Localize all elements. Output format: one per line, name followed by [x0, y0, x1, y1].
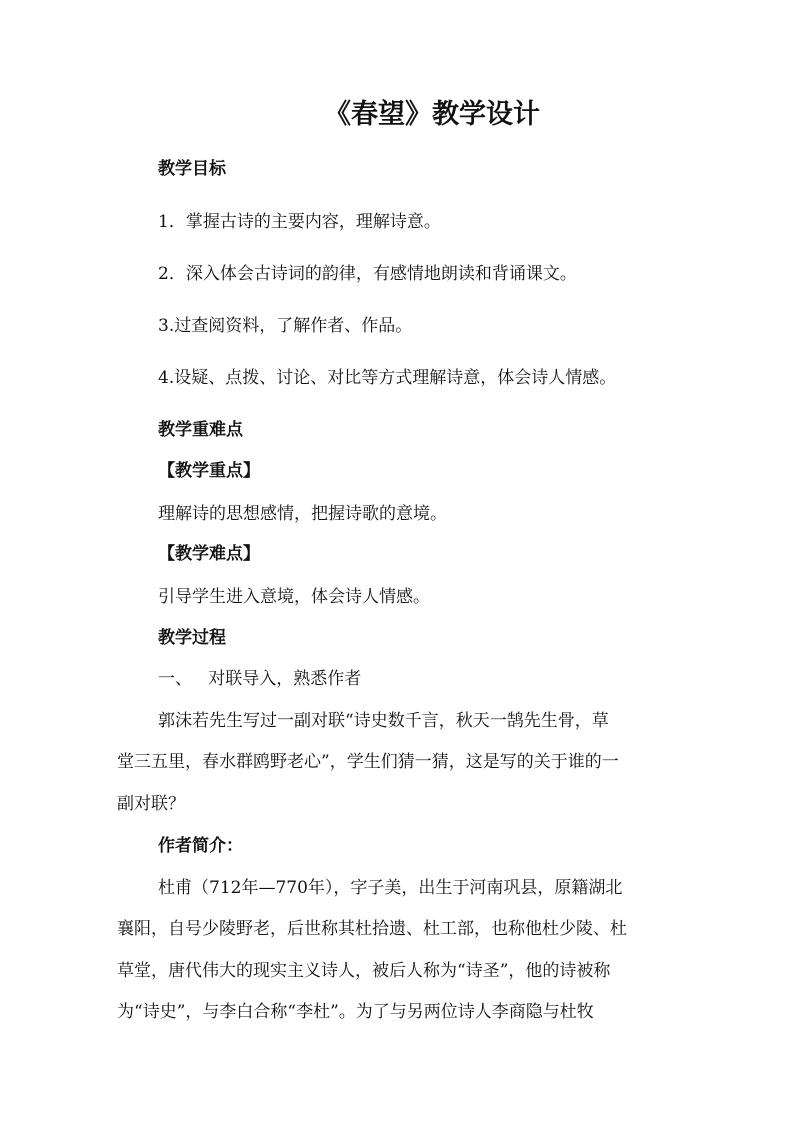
objective-item: 4.设疑、点拨、讨论、对比等方式理解诗意，体会诗人情感。	[158, 368, 617, 388]
difficult-points-heading: 【教学难点】	[158, 544, 260, 564]
objective-item: 2．深入体会古诗词的韵律，有感情地朗读和背诵课文。	[158, 264, 577, 284]
key-points-heading: 【教学重点】	[158, 461, 260, 481]
section-one-heading: 一、 对联导入，熟悉作者	[158, 669, 362, 689]
author-line: 襄阳，自号少陵野老，后世称其杜拾遗、杜工部，也称他杜少陵、杜	[117, 919, 627, 939]
process-heading: 教学过程	[158, 628, 226, 648]
objective-item: 1．掌握古诗的主要内容，理解诗意。	[158, 212, 441, 232]
intro-line: 堂三五里，春水群鸥野老心”，学生们猜一猜，这是写的关于谁的一	[117, 752, 619, 772]
objective-item: 3.过查阅资料，了解作者、作品。	[158, 316, 413, 336]
key-difficult-heading: 教学重难点	[158, 420, 243, 440]
key-points-text: 理解诗的思想感情，把握诗歌的意境。	[158, 504, 447, 524]
difficult-points-text: 引导学生进入意境，体会诗人情感。	[158, 587, 430, 607]
author-heading: 作者简介：	[158, 836, 243, 856]
document-title: 《春望》教学设计	[324, 99, 540, 130]
intro-line: 副对联？	[117, 794, 185, 814]
intro-line: 郭沫若先生写过一副对联“诗史数千言，秋天一鹄先生骨，草	[158, 711, 609, 731]
author-line: 为“诗史”，与李白合称“李杜”。为了与另两位诗人李商隐与杜牧	[117, 1002, 594, 1022]
objectives-heading: 教学目标	[158, 159, 226, 179]
author-line: 杜甫（712年—770年），字子美，出生于河南巩县，原籍湖北	[158, 878, 623, 898]
author-line: 草堂，唐代伟大的现实主义诗人，被后人称为“诗圣”，他的诗被称	[117, 961, 611, 981]
